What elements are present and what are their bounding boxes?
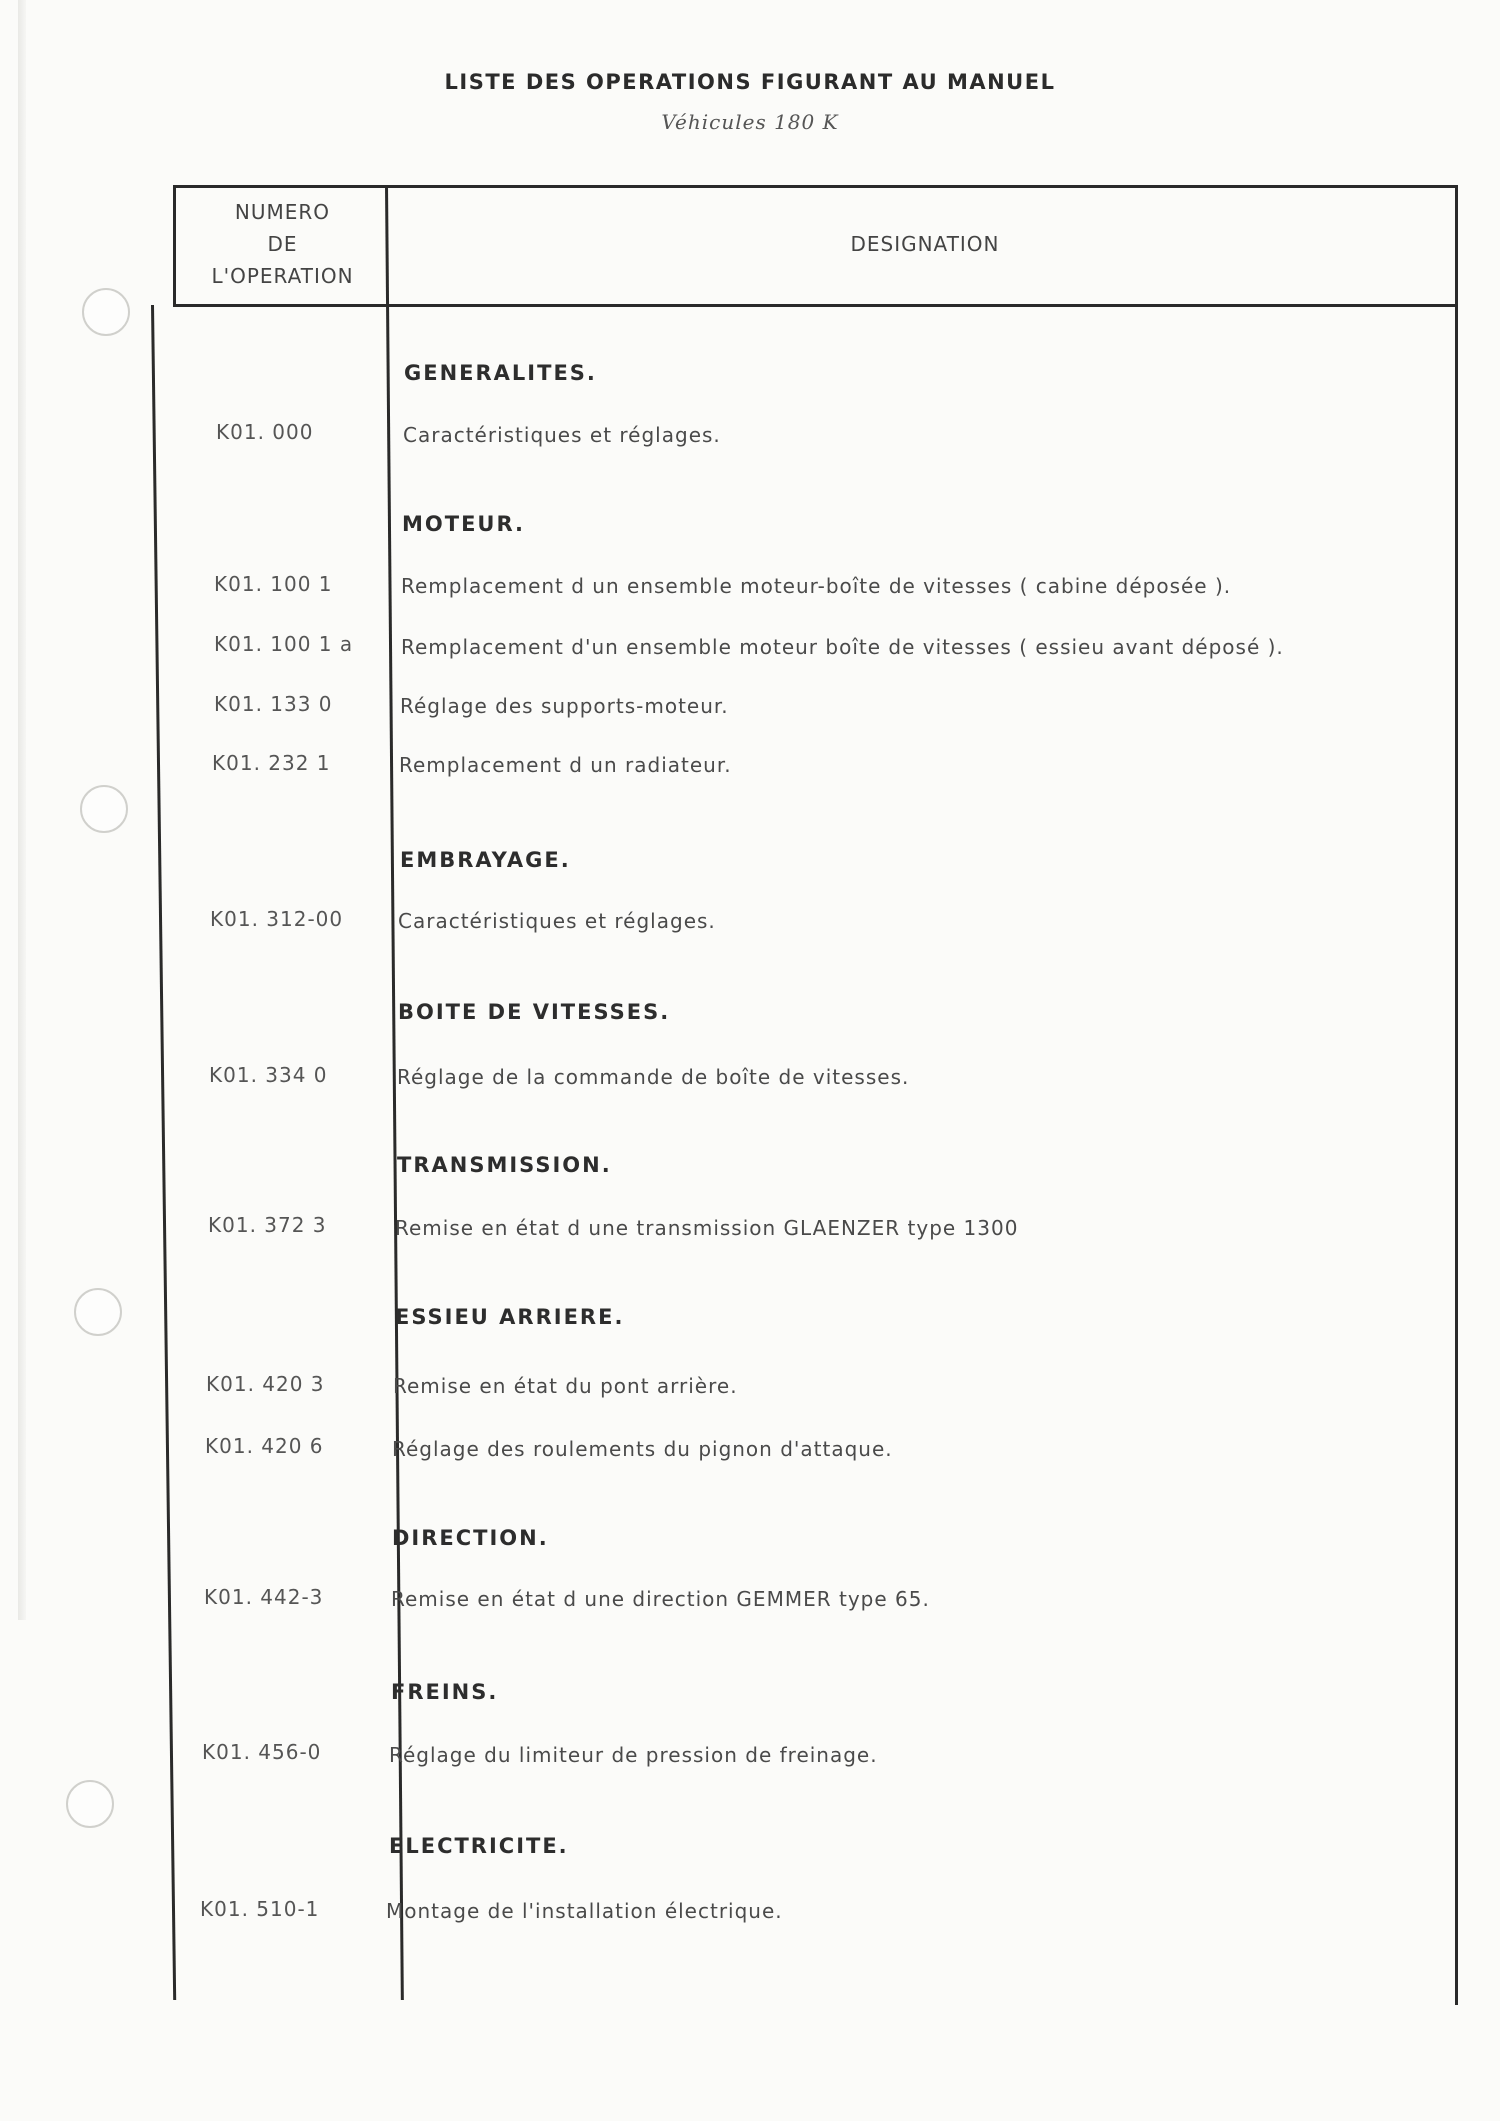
operation-number: K01. 456-0 [202,1740,322,1764]
operation-designation: Remplacement d'un ensemble moteur boîte de vitesses ( essieu avant déposé ). [401,635,1284,659]
operation-number: K01. 372 3 [208,1213,327,1237]
punch-hole [66,1780,114,1828]
operation-designation: Caractéristiques et réglages. [398,909,716,933]
section-title: FREINS. [391,1680,499,1704]
header-number-line-1: NUMERO [234,200,331,224]
operation-designation: Réglage de la commande de boîte de vitesses. [397,1065,910,1089]
header-operation-number [175,196,390,292]
operation-number: K01. 334 0 [209,1063,328,1087]
operation-number: K01. 232 1 [212,751,331,775]
punch-hole [82,288,130,336]
operation-designation: Réglage des roulements du pignon d'attaque. [392,1437,893,1461]
operation-number: K01. 133 0 [214,692,333,716]
punch-hole [80,785,128,833]
table-right-border [1455,185,1458,2005]
operation-designation: Remise en état d une transmission GLAENZER type 1300 [395,1216,1019,1240]
operation-number: K01. 510-1 [200,1897,320,1921]
operation-number: K01. 312-00 [210,907,344,931]
header-designation: DESIGNATION [850,232,1000,256]
operation-number: K01. 100 1 [214,572,333,596]
operation-number: K01. 100 1 a [214,632,354,656]
operation-number: K01. 442-3 [204,1585,324,1609]
operation-number: K01. 420 6 [205,1434,324,1458]
operation-designation: Caractéristiques et réglages. [403,423,721,447]
section-title: TRANSMISSION. [397,1153,612,1177]
operation-designation: Montage de l'installation électrique. [386,1899,783,1923]
section-title: MOTEUR. [402,512,526,536]
table-top-border [173,185,1458,188]
operation-designation: Remise en état d une direction GEMMER type 65. [391,1587,930,1611]
section-title: GENERALITES. [404,361,597,385]
table-header-bottom-border [173,304,1458,307]
operation-designation: Remplacement d un radiateur. [399,753,732,777]
operation-designation: Réglage du limiteur de pression de freinage. [389,1743,878,1767]
section-title: DIRECTION. [392,1526,549,1550]
column-divider [385,185,404,2000]
operation-designation: Réglage des supports-moteur. [400,694,729,718]
operation-designation: Remplacement d un ensemble moteur-boîte de vitesses ( cabine déposée ). [401,574,1232,598]
operation-number: K01. 000 [216,420,314,444]
document-subtitle: Véhicules 180 K [661,110,839,134]
document-title: LISTE DES OPERATIONS FIGURANT AU MANUEL [444,70,1056,94]
punch-hole [74,1288,122,1336]
operation-number: K01. 420 3 [206,1372,325,1396]
paper-edge-shadow [18,0,26,1620]
table-left-border [151,305,176,2000]
operation-designation: Remise en état du pont arrière. [393,1374,738,1398]
header-number-line-3: L'OPERATION [211,264,354,288]
section-title: EMBRAYAGE. [400,848,571,872]
section-title: BOITE DE VITESSES. [398,1000,671,1024]
section-title: ELECTRICITE. [389,1834,569,1858]
header-number-line-2: DE [267,232,298,256]
section-title: ESSIEU ARRIERE. [395,1305,625,1329]
